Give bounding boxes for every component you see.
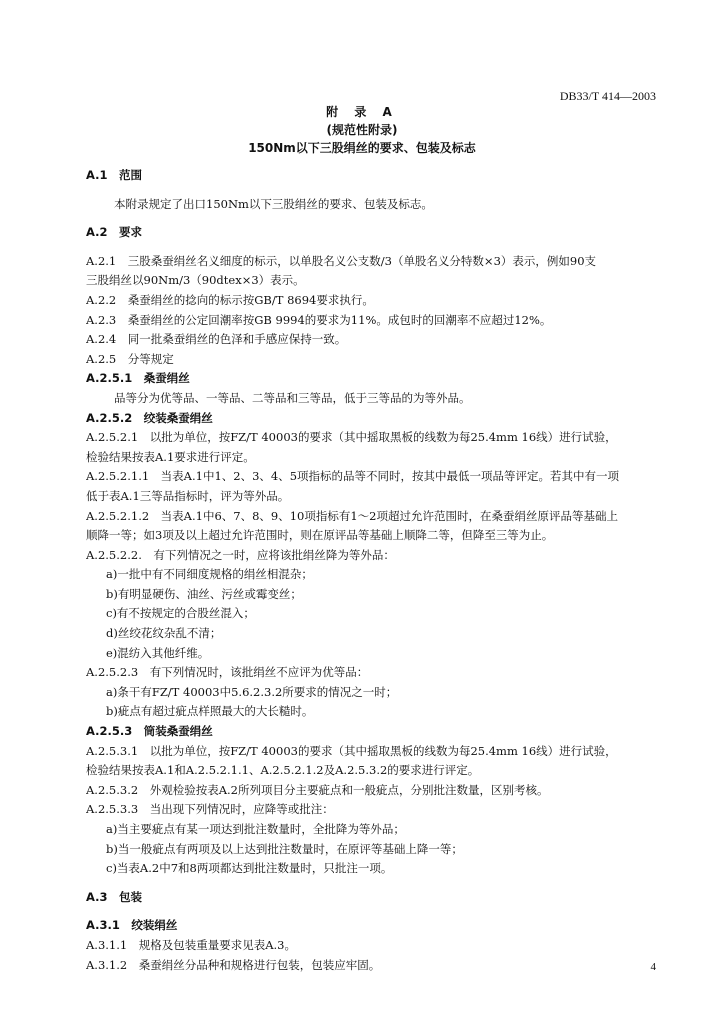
list-item: c)有不按规定的合股丝混入；	[106, 606, 255, 621]
list-item: b)有明显硬伤、油丝、污丝或霉变丝；	[106, 586, 302, 601]
document-body	[86, 166, 658, 975]
list-item: a)当主要疵点有某一项达到批注数量时，全批降为等外品；	[106, 822, 405, 836]
section-heading-a252: A.2.5.2 绞装桑蚕绢丝	[86, 410, 213, 425]
page-number: 4	[650, 961, 656, 973]
list-item: d)丝绞花纹杂乱不清；	[106, 626, 222, 641]
section-heading-a2: A.2 要求	[86, 225, 142, 240]
paragraph-a312: A.3.1.2 桑蚕绢丝分品种和规格进行包装，包装应牢固。	[86, 957, 381, 972]
paragraph-a23: A.2.3 桑蚕绢丝的公定回潮率按GB 9994的要求为11%。成包时的回潮率不应超过12%。	[86, 312, 552, 327]
paragraph-a311: A.3.1.1 规格及包装重量要求见表A.3。	[86, 937, 296, 952]
document-code: DB33/T 414—2003	[559, 89, 656, 103]
paragraph-a25211-line2: 低于表A.1三等品指标时，评为等外品。	[86, 488, 290, 503]
paragraph-a25: A.2.5 分等规定	[86, 351, 174, 366]
appendix-title: 附 录 A	[326, 105, 398, 119]
paragraph-a2523: A.2.5.2.3 有下列情况时，该批绢丝不应评为优等品：	[86, 665, 369, 680]
paragraph-a22: A.2.2 桑蚕绢丝的捻向的标示按GB/T 8694要求执行。	[86, 292, 374, 307]
list-item: c)当表A.2中7和8两项都达到批注数量时，只批注一项。	[106, 861, 393, 876]
section-heading-a253: A.2.5.3 筒装桑蚕绢丝	[86, 724, 213, 739]
appendix-title-block	[0, 103, 724, 157]
paragraph-a2533: A.2.5.3.3 当出现下列情况时，应降等或批注：	[86, 802, 334, 817]
paragraph-a2521-line2: 检验结果按表A.1要求进行评定。	[86, 449, 255, 464]
paragraph-a24: A.2.4 同一批桑蚕绢丝的色泽和手感应保持一致。	[86, 332, 347, 347]
list-item: e)混纺入其他纤维。	[106, 645, 210, 660]
paragraph-a21-line2: 三股绢丝以90Nm/3（90dtex×3）表示。	[86, 273, 305, 288]
section-heading-a251: A.2.5.1 桑蚕绢丝	[86, 371, 190, 386]
list-item: a)条干有FZ/T 40003中5.6.2.3.2所要求的情况之一时；	[106, 684, 398, 699]
paragraph-a1: 本附录规定了出口150Nm以下三股绢丝的要求、包装及标志。	[114, 196, 433, 211]
paragraph-a25212-line2: 顺降一等；如3项及以上超过允许范围时，则在原评品等基础上顺降二等，但降至三等为止。	[86, 528, 554, 543]
appendix-subject: 150Nm以下三股绢丝的要求、包装及标志	[248, 141, 476, 155]
paragraph-a25212-line1: A.2.5.2.1.2 当表A.1中6、7、8、9、10项指标有1～2项超过允许范围时，在桑蚕绢丝原评品等基础上	[86, 508, 618, 523]
paragraph-a2531-line1: A.2.5.3.1 以批为单位，按FZ/T 40003的要求（其中摇取黑板的线数为每25.4mm 16线）进行试验，	[86, 743, 617, 758]
paragraph-a21-line1: A.2.1 三股桑蚕绢丝名义细度的标示，以单股名义公支数/3（单股名义分特数×3）表示，例如90支	[86, 253, 597, 268]
paragraph-a2531-line2: 检验结果按表A.1和A.2.5.2.1.1、A.2.5.2.1.2及A.2.5.3.2的要求进行评定。	[86, 763, 480, 778]
paragraph-a2532: A.2.5.3.2 外观检验按表A.2所列项目分主要疵点和一般疵点，分别批注数量，区别考核。	[86, 782, 549, 797]
list-item: a)一批中有不同细度规格的绢丝相混杂；	[106, 567, 313, 582]
appendix-type: (规范性附录)	[326, 123, 398, 137]
paragraph-a25211-line1: A.2.5.2.1.1 当表A.1中1、2、3、4、5项指标的品等不同时，按其中最低一项品等评定。若其中有一项	[86, 469, 620, 484]
list-item: b)当一般疵点有两项及以上达到批注数量时，在原评等基础上降一等；	[106, 841, 463, 856]
paragraph-a2521-line1: A.2.5.2.1 以批为单位，按FZ/T 40003的要求（其中摇取黑板的线数为每25.4mm 16线）进行试验，	[86, 430, 617, 445]
list-item: b)疵点有超过疵点样照最大的大长糙时。	[106, 704, 314, 719]
section-heading-a1: A.1 范围	[86, 168, 142, 182]
paragraph-a251: 品等分为优等品、一等品、二等品和三等品，低于三等品的为等外品。	[114, 390, 471, 405]
section-heading-a3: A.3 包装	[86, 889, 142, 904]
paragraph-a2522: A.2.5.2.2. 有下列情况之一时，应将该批绢丝降为等外品：	[86, 547, 395, 562]
section-heading-a31: A.3.1 绞装绢丝	[86, 918, 178, 933]
